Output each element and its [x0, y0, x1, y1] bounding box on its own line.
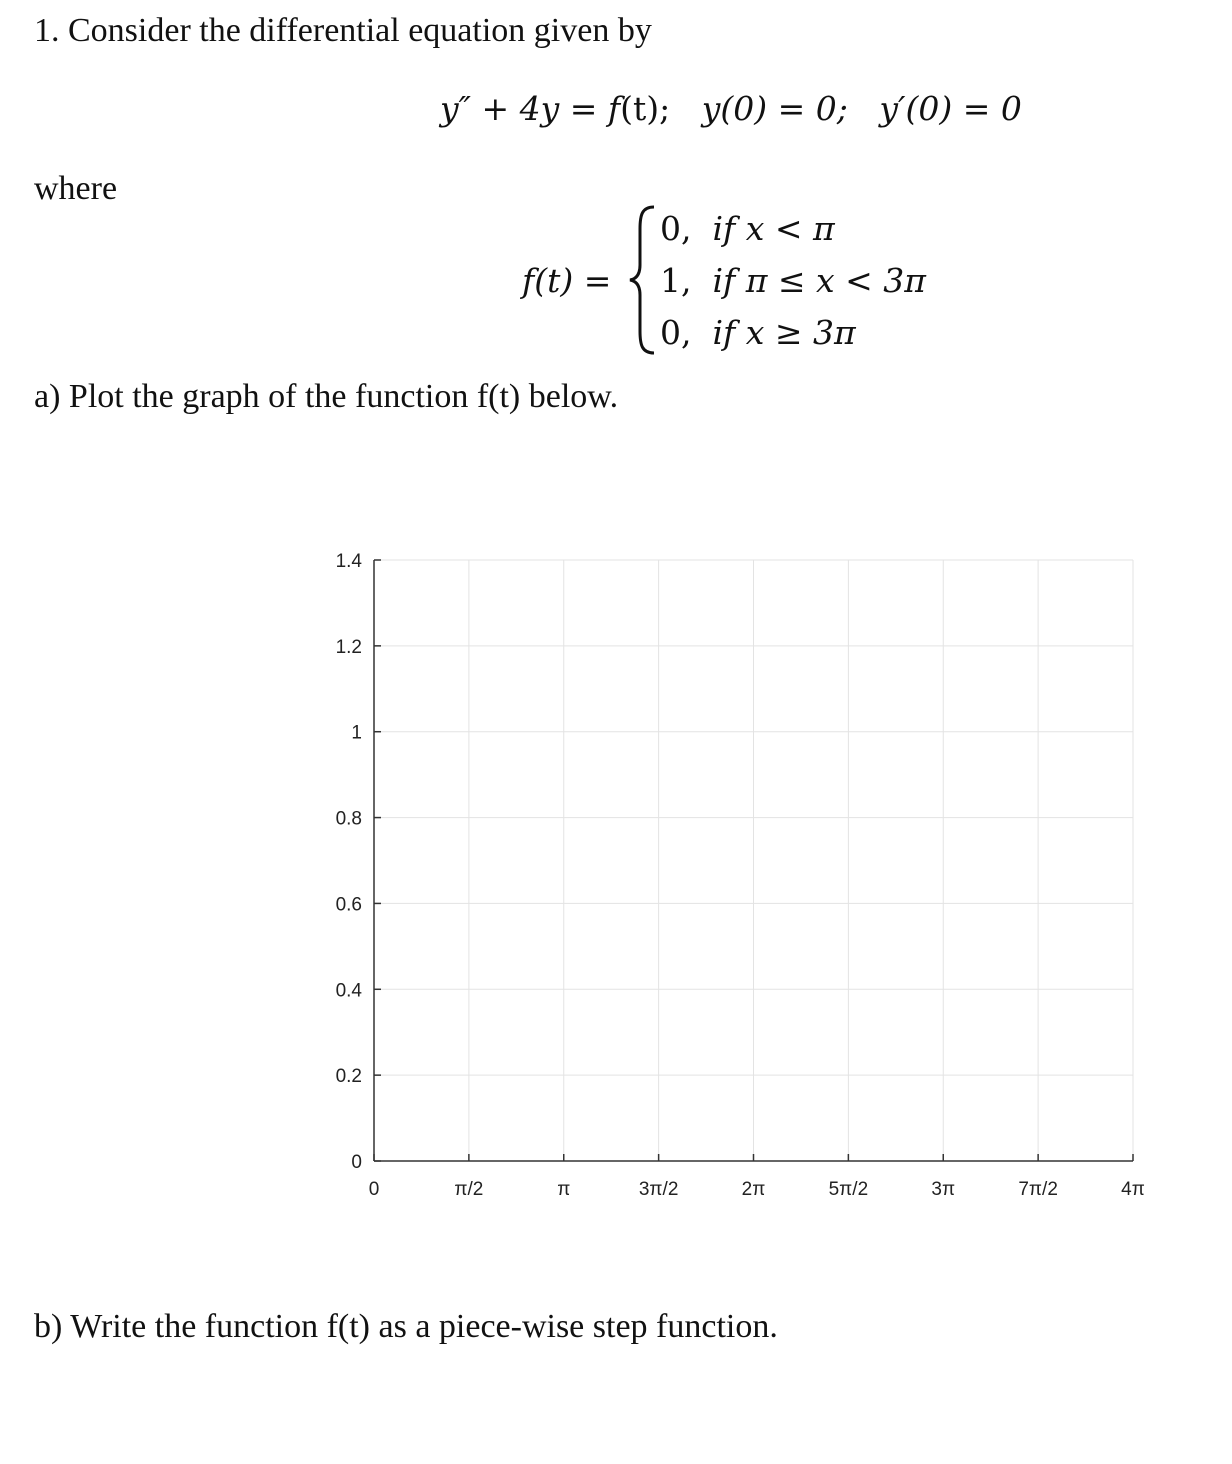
- part-b-prompt: b) Write the function f(t) as a piece-wise step function.: [34, 1308, 778, 1345]
- y-tick-label: 0.6: [335, 894, 362, 916]
- grid-lines: [374, 560, 1133, 1161]
- x-tick-label: π: [557, 1179, 571, 1200]
- y-tick-label: 0.4: [335, 980, 362, 1002]
- initial-condition-1: y(0) = 0;: [701, 89, 848, 128]
- case-1-condition: if x < π: [712, 209, 835, 248]
- y-tick-label: 0.2: [335, 1066, 362, 1088]
- y-tick-label: 1.4: [335, 551, 362, 572]
- x-tick-label: 3π: [931, 1179, 956, 1200]
- question-heading: 1. Consider the differential equation given by: [34, 12, 652, 49]
- y-tick-label: 0: [351, 1152, 362, 1173]
- initial-condition-2: y′(0) = 0: [879, 89, 1022, 128]
- equation-rhs-t: (t);: [620, 89, 671, 128]
- x-tick-label: 5π/2: [828, 1179, 869, 1200]
- x-tick-label: π/2: [454, 1179, 484, 1200]
- y-tick-label: 1.2: [335, 636, 362, 658]
- y-tick-label: 1: [351, 722, 362, 744]
- x-tick-label: 2π: [741, 1179, 766, 1200]
- x-tick-label: 7π/2: [1018, 1179, 1058, 1200]
- x-tick-label: 0: [368, 1179, 380, 1200]
- equation-lhs: y″ + 4y =: [440, 89, 608, 128]
- y-tick-label: 0.8: [335, 808, 362, 830]
- case-3-condition: if x ≥ 3π: [712, 313, 856, 352]
- part-a-prompt: a) Plot the graph of the function f(t) below.: [34, 378, 619, 415]
- x-tick-label: 4π: [1121, 1179, 1145, 1200]
- where-label: where: [34, 170, 118, 207]
- case-2-condition: if π ≤ x < 3π: [712, 261, 926, 300]
- case-3-value: 0,: [660, 313, 692, 352]
- equation-rhs-f: f: [607, 89, 621, 128]
- tick-labels: [336, 551, 1145, 1200]
- case-1-value: 0,: [660, 209, 692, 248]
- case-2-value: 1,: [660, 261, 692, 300]
- piecewise-lhs: f(t) =: [522, 261, 612, 300]
- x-tick-label: 3π/2: [638, 1179, 679, 1200]
